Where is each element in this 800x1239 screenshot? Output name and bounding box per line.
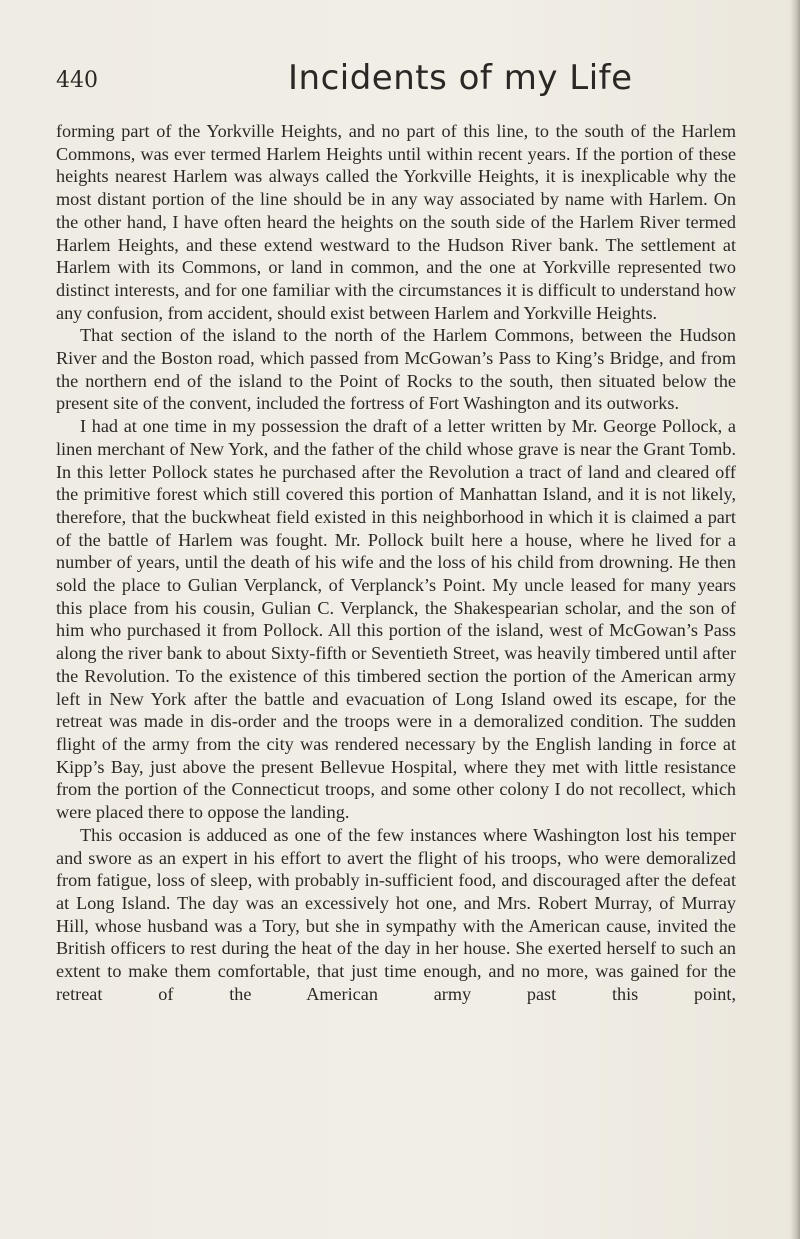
paragraph: This occasion is adduced as one of the few instances where Washington lost his temper and swore as an expert in his effort to avert the flight of his troops, who were demoralized from fatigue, loss of sleep, with probably in-sufficient food, and discouraged after the defeat at Long Island. The day was an excessively hot one, and Mrs. Robert Murray, of Murray Hill, whose husband was a Tory, but she in sympathy with the American cause, invited the British officers to rest during the heat of the day in her house. She exerted herself to such an extent to make them comfortable, that just time enough, and no more, was gained for the retreat of the American army past this point, (56, 824, 736, 1004)
running-head (0, 58, 800, 108)
paragraph: forming part of the Yorkville Heights, and no part of this line, to the south of the Harlem Commons, was ever termed Harlem Heights until within recent years. If the portion of these heights nearest Harlem was always called the Yorkville Heights, it is inexplicable why the most distant portion of the line should be in any way associated by name with Harlem. On the other hand, I have often heard the heights on the south side of the Harlem River termed Harlem Heights, and these extend westward to the Hudson River bank. The settlement at Harlem with its Commons, or land in common, and the one at Yorkville represented two distinct interests, and for one familiar with the circumstances it is difficult to understand how any confusion, from accident, should exist between Harlem and Yorkville Heights. (56, 121, 736, 323)
body-text (56, 120, 736, 1005)
running-title: Incidents of my Life (288, 58, 633, 98)
page-number: 440 (56, 68, 98, 93)
paragraph: I had at one time in my possession the draft of a letter written by Mr. George Pollock, a linen merchant of New York, and the father of the child whose grave is near the Grant Tomb. In this letter Pollock states he purchased after the Revolution a tract of land and cleared off the primitive forest which still covered this portion of Manhattan Island, and it is not likely, therefore, that the buckwheat field existed in this neighborhood in which it is claimed a part of the battle of Harlem was fought. Mr. Pollock built here a house, where he lived for a number of years, until the death of his wife and the loss of his child from drowning. He then sold the place to Gulian Verplanck, of Verplanck’s Point. My uncle leased for many years this place from his cousin, Gulian C. Verplanck, the Shakespearian scholar, and the son of him who purchased it from Pollock. All this portion of the island, west of McGowan’s Pass along the river bank to about Sixty-fifth or Seventieth Street, was heavily timbered until after the Revolution. To the existence of this timbered section the portion of the American army left in New York after the battle and evacuation of Long Island owed its escape, for the retreat was made in dis-order and the troops were in a demoralized condition. The sudden flight of the army from the city was rendered necessary by the English landing in force at Kipp’s Bay, just above the present Bellevue Hospital, where they met with little resistance from the portion of the Connecticut troops, and some other colony I do not recollect, which were placed there to oppose the landing. (56, 416, 736, 823)
page-edge-shadow (790, 0, 800, 1239)
paragraph: That section of the island to the north of the Harlem Commons, between the Hudson River and the Boston road, which passed from McGowan’s Pass to King’s Bridge, and from the northern end of the island to the Point of Rocks to the south, then situated below the present site of the convent, included the fortress of Fort Washington and its outworks. (56, 325, 736, 414)
